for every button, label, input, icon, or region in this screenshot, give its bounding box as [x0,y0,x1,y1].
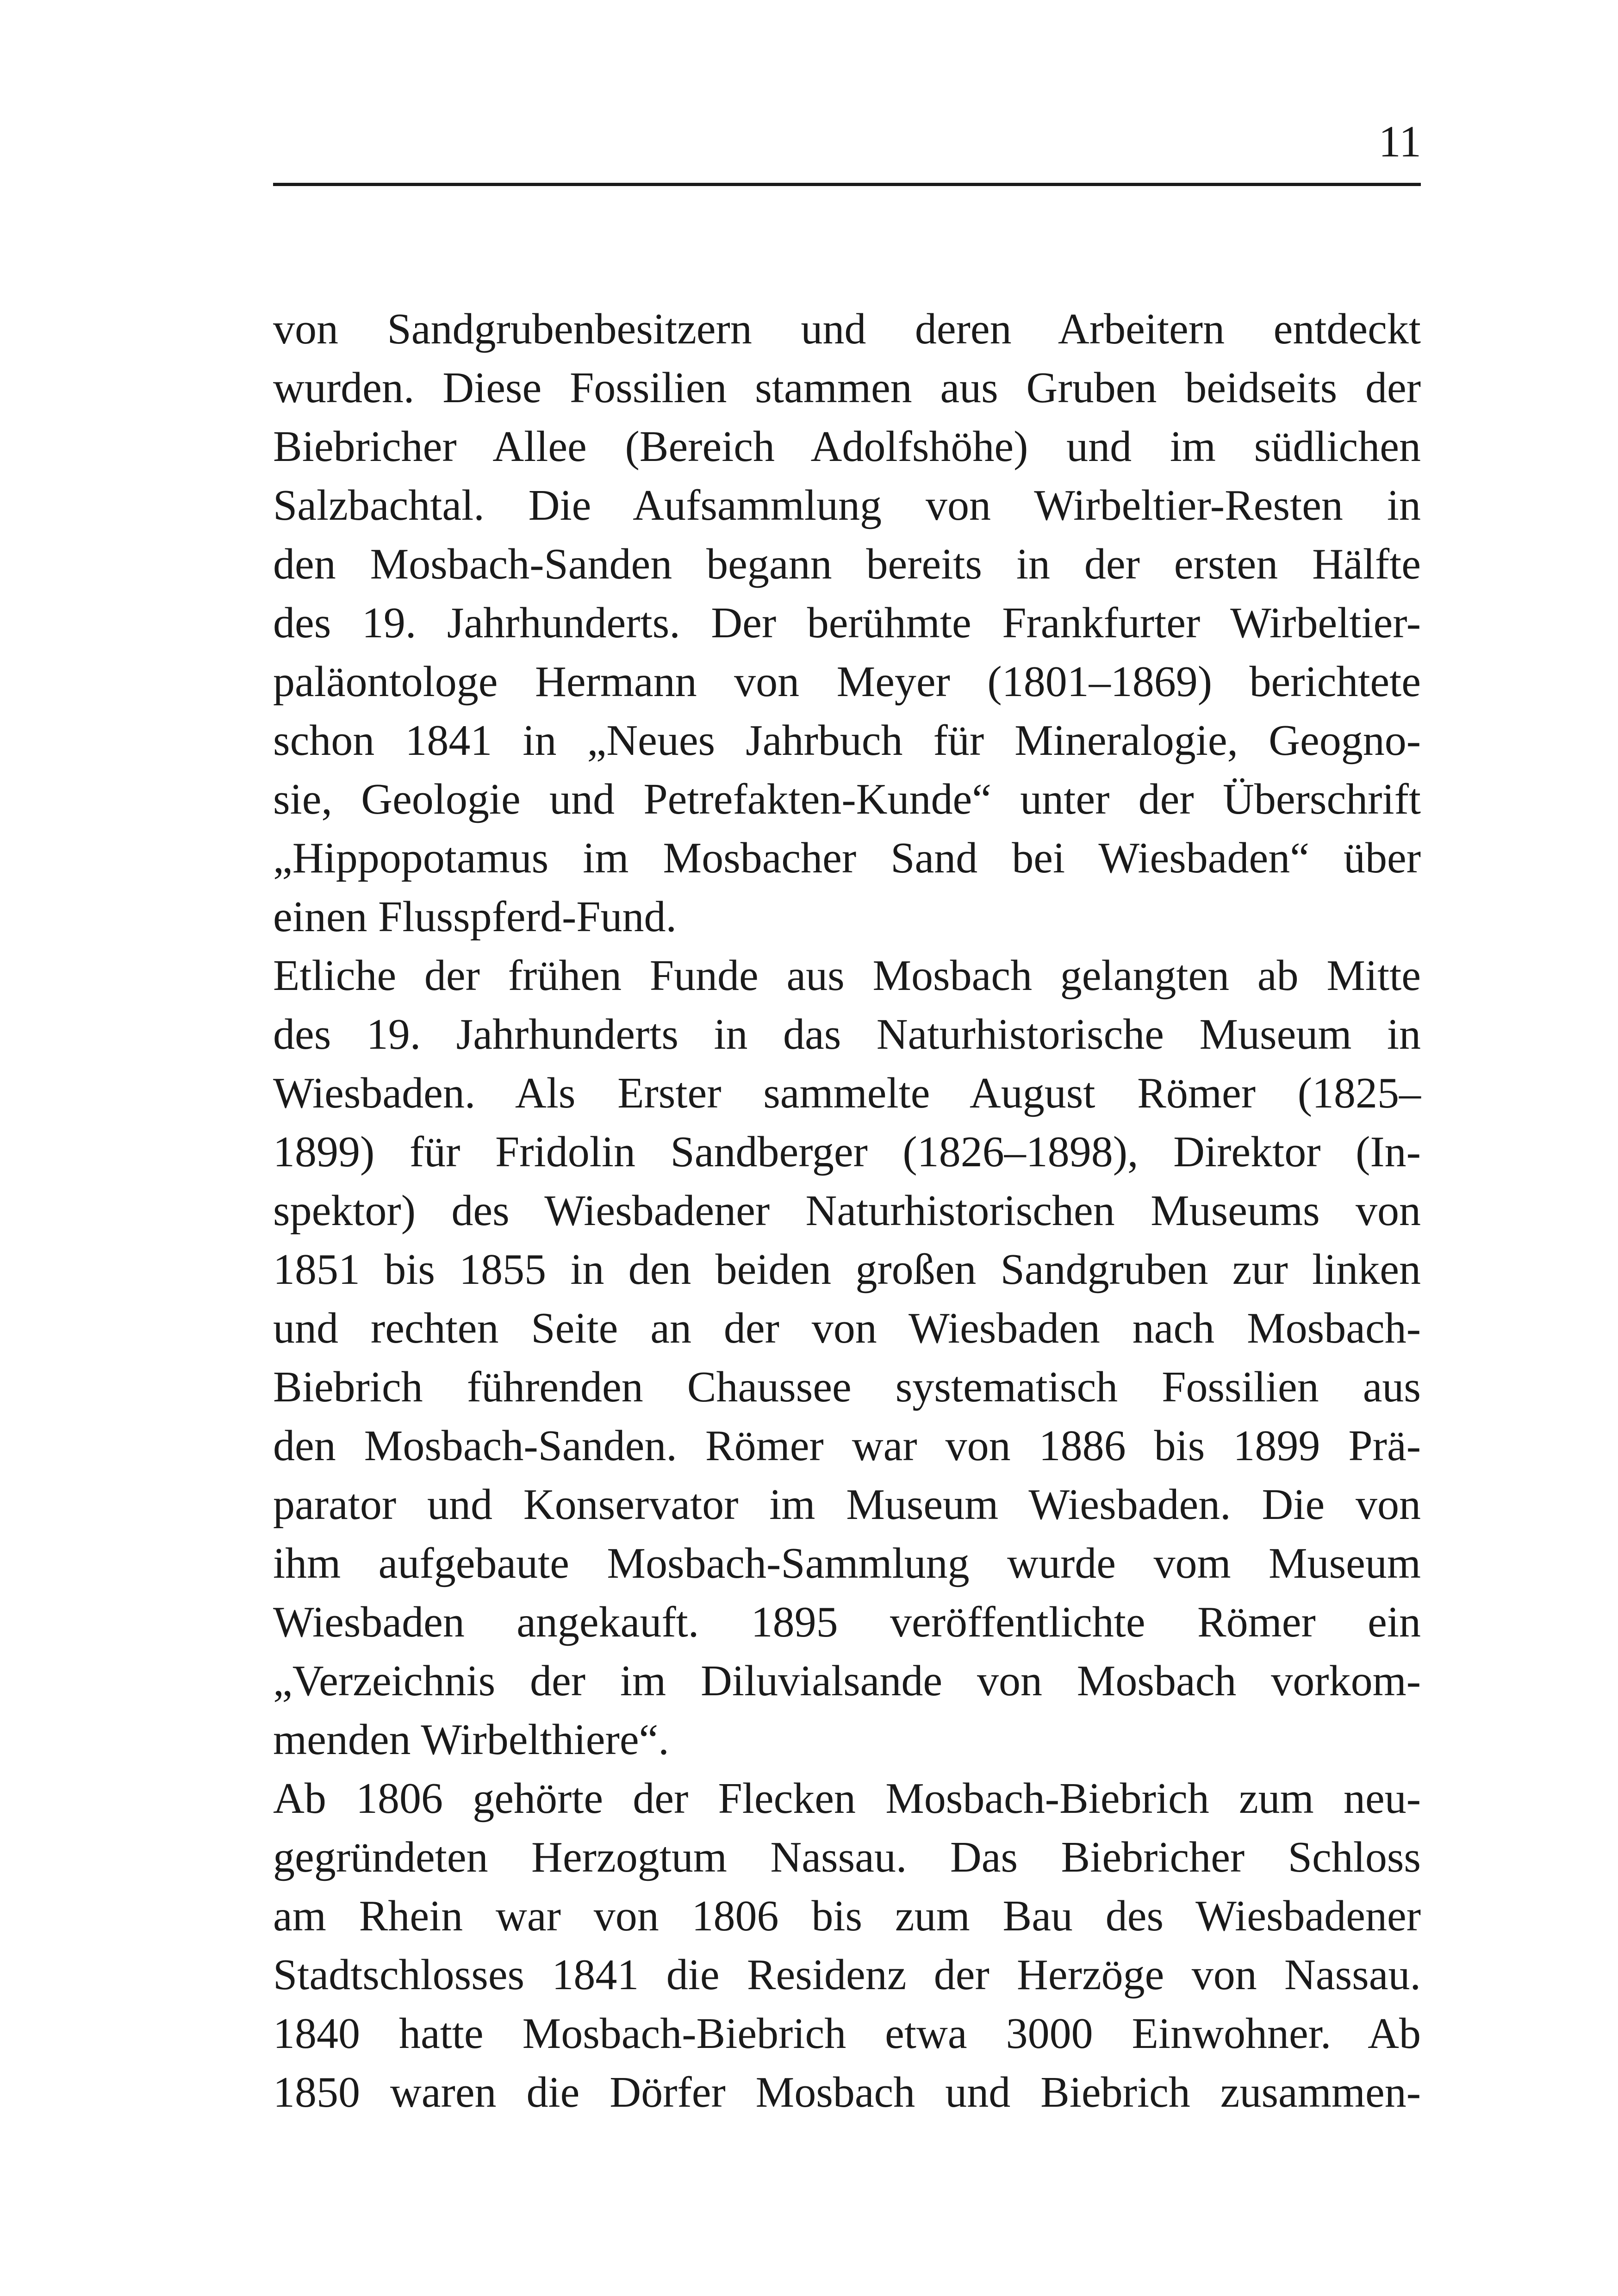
text-line: 1840 hatte Mosbach-Biebrich etwa 3000 Einwohner. Ab [273,2010,1421,2058]
text-line: Salzbachtal. Die Aufsammlung von Wirbeltier-Resten in [273,481,1421,529]
text-line: des 19. Jahrhunderts in das Naturhistorische Museum in [273,1010,1421,1058]
text-line: Biebricher Allee (Bereich Adolfshöhe) und im südlichen [273,423,1421,471]
text-line: gegründeten Herzogtum Nassau. Das Biebricher Schloss [273,1833,1421,1881]
text-line: ihm aufgebaute Mosbach-Sammlung wurde vom Museum [273,1539,1421,1587]
text-line: spektor) des Wiesbadener Naturhistorischen Museums von [273,1187,1421,1235]
text-line: und rechten Seite an der von Wiesbaden nach Mosbach- [273,1304,1421,1352]
text-line: von Sandgrubenbesitzern und deren Arbeitern entdeckt [273,305,1421,353]
text-line: Stadtschlosses 1841 die Residenz der Herzöge von Nassau. [273,1951,1421,1999]
text-line: parator und Konservator im Museum Wiesbaden. Die von [273,1481,1421,1529]
text-line: den Mosbach-Sanden. Römer war von 1886 bis 1899 Prä- [273,1422,1421,1470]
text-line: schon 1841 in „Neues Jahrbuch für Mineralogie, Geogno- [273,716,1421,765]
text-line: 1899) für Fridolin Sandberger (1826–1898), Direktor (In- [273,1128,1421,1176]
text-line: einen Flusspferd-Fund. [273,893,677,941]
header-rule [273,183,1421,186]
text-line: menden Wirbelthiere“. [273,1716,669,1764]
text-line: paläontologe Hermann von Meyer (1801–1869) berichtete [273,658,1421,706]
body-text [273,300,1421,2122]
text-line: sie, Geologie und Petrefakten-Kunde“ unter der Überschrift [273,775,1421,823]
text-line: „Verzeichnis der im Diluvialsande von Mosbach vorkom- [273,1657,1421,1705]
text-line: Wiesbaden. Als Erster sammelte August Römer (1825– [273,1069,1421,1117]
text-line: am Rhein war von 1806 bis zum Bau des Wiesbadener [273,1892,1421,1940]
text-line: Etliche der frühen Funde aus Mosbach gelangten ab Mitte [273,952,1421,1000]
text-line: Biebrich führenden Chaussee systematisch Fossilien aus [273,1363,1421,1411]
text-line: den Mosbach-Sanden begann bereits in der ersten Hälfte [273,540,1421,588]
text-line: Ab 1806 gehörte der Flecken Mosbach-Biebrich zum neu- [273,1774,1421,1823]
page-number: 11 [1378,117,1421,166]
text-line: 1851 bis 1855 in den beiden großen Sandgruben zur linken [273,1245,1421,1294]
text-line: wurden. Diese Fossilien stammen aus Gruben beidseits der [273,364,1421,412]
text-line: 1850 waren die Dörfer Mosbach und Biebrich zusammen- [273,2068,1421,2116]
text-line: Wiesbaden angekauft. 1895 veröffentlichte Römer ein [273,1598,1421,1646]
text-line: des 19. Jahrhunderts. Der berühmte Frankfurter Wirbeltier- [273,599,1421,647]
text-line: „Hippopotamus im Mosbacher Sand bei Wiesbaden“ über [273,834,1421,882]
